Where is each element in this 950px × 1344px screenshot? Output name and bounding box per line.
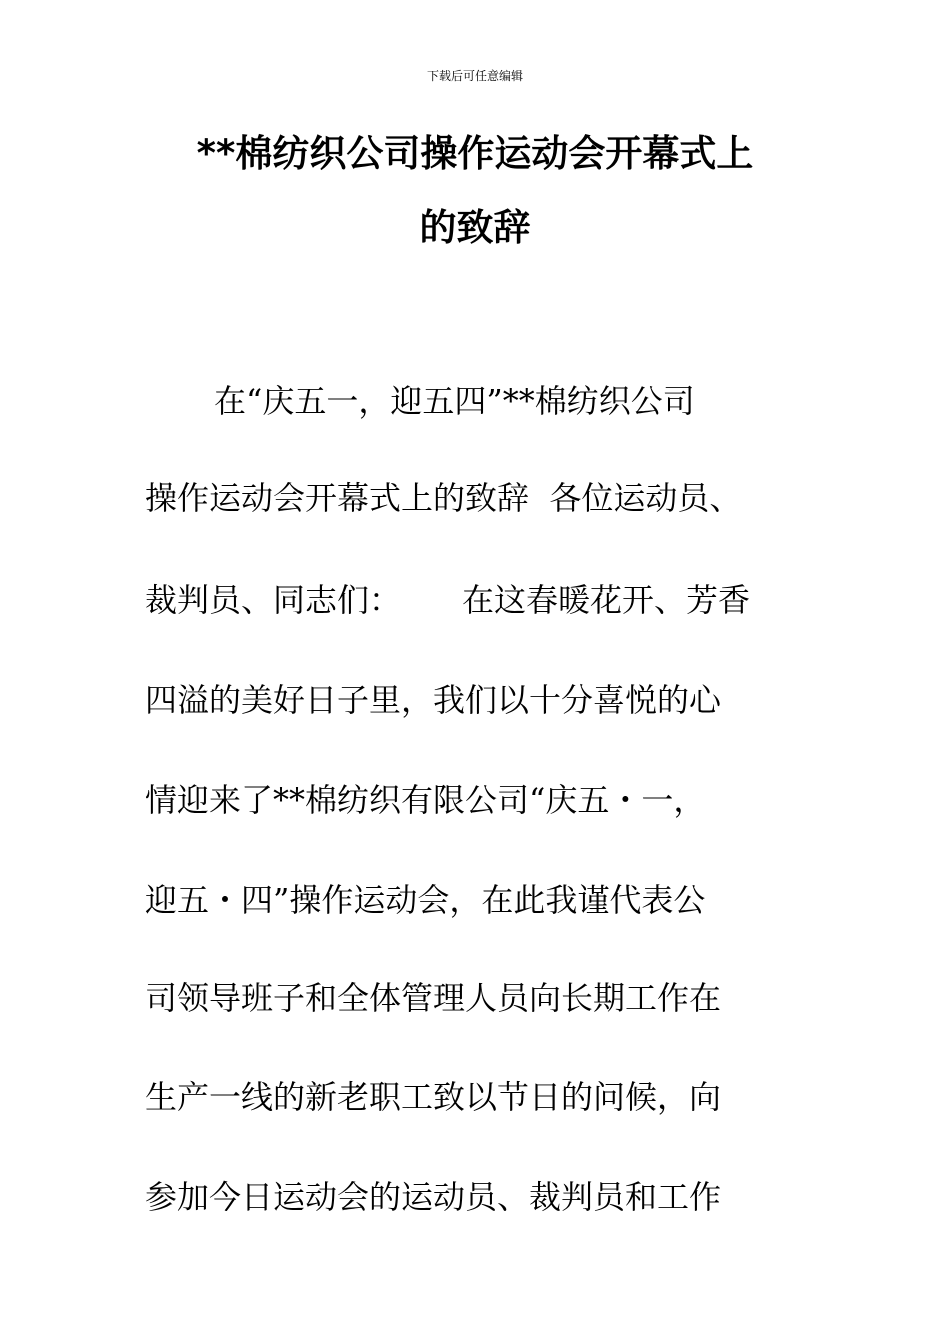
document-title-line-1: **棉纺织公司操作运动会开幕式上 (196, 132, 754, 175)
document-title-line-2: 的致辞 (419, 206, 531, 249)
body-line-5: 情迎来了**棉纺织有限公司“庆五・一， (145, 781, 706, 819)
body-line-9: 参加今日运动会的运动员、裁判员和工作 (145, 1178, 722, 1216)
body-line-1: 在“庆五一，迎五四”**棉纺织公司 (214, 382, 695, 420)
header-note: 下载后可任意编辑 (426, 69, 523, 83)
body-line-8: 生产一线的新老职工致以节日的问候，向 (145, 1078, 722, 1116)
body-line-3: 裁判员、同志们： 在这春暖花开、芳香 (145, 581, 751, 619)
body-line-2: 操作运动会开幕式上的致辞 各位运动员、 (145, 479, 742, 517)
body-line-6: 迎五・四”操作运动会，在此我谨代表公 (145, 881, 706, 919)
body-line-4: 四溢的美好日子里，我们以十分喜悦的心 (145, 681, 722, 719)
body-line-7: 司领导班子和全体管理人员向长期工作在 (145, 979, 722, 1017)
